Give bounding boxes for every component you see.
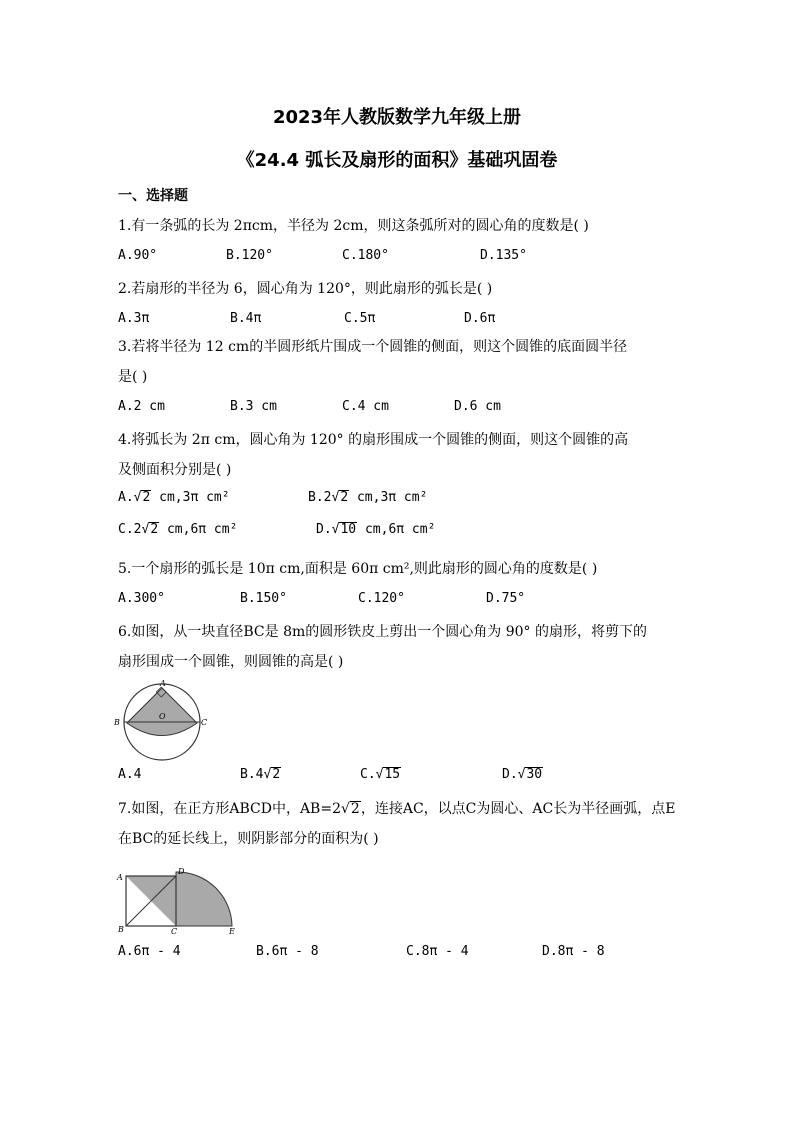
- q7-label-c: C: [171, 927, 178, 936]
- q4-option-d: D.√10 cm,6π cm²: [316, 522, 436, 537]
- q6-label-c: C: [201, 718, 208, 727]
- document-subtitle: 《24.4 弧长及扇形的面积》基础巩固卷: [236, 150, 558, 171]
- q6-option-a: A.4: [118, 767, 142, 782]
- q5-option-d: D.75°: [486, 591, 526, 606]
- q6-figure: [112, 678, 212, 762]
- question-6-line-1: 6.如图，从一块直径BC是 8m的圆形铁皮上剪出一个圆心角为 90° 的扇形，将剪下的: [118, 624, 647, 640]
- question-1: 1.有一条弧的长为 2πcm，半径为 2cm，则这条弧所对的圆心角的度数是( ): [118, 218, 589, 234]
- q2-option-d: D.6π: [464, 311, 496, 326]
- q1-option-d: D.135°: [480, 248, 527, 263]
- q7-option-a: A.6π - 4: [118, 944, 181, 959]
- q4-option-a: A.√2 cm,3π cm²: [118, 490, 230, 505]
- q7-label-e: E: [229, 927, 235, 936]
- q1-option-a: A.90°: [118, 248, 158, 263]
- q2-option-a: A.3π: [118, 311, 150, 326]
- q7-option-b: B.6π - 8: [256, 944, 319, 959]
- question-7-line-2: 在BC的延长线上，则阴影部分的面积为( ): [118, 831, 379, 847]
- q3-option-c: C.4 cm: [342, 399, 389, 414]
- q7-figure: [112, 862, 242, 936]
- question-2: 2.若扇形的半径为 6，圆心角为 120°，则此扇形的弧长是( ): [118, 281, 493, 297]
- q3-option-a: A.2 cm: [118, 399, 165, 414]
- q5-option-a: A.300°: [118, 591, 165, 606]
- section-heading: 一、选择题: [118, 188, 188, 204]
- q4-option-b: B.2√2 cm,3π cm²: [308, 490, 428, 505]
- q5-option-b: B.150°: [240, 591, 287, 606]
- question-3-line-2: 是( ): [118, 369, 148, 385]
- question-6-line-2: 扇形围成一个圆锥，则圆锥的高是( ): [118, 654, 344, 670]
- question-4-line-1: 4.将弧长为 2π cm，圆心角为 120° 的扇形围成一个圆锥的侧面，则这个圆锥的高: [118, 432, 629, 448]
- question-3-line-1: 3.若将半径为 12 cm的半圆形纸片围成一个圆锥的侧面，则这个圆锥的底面圆半径: [118, 339, 628, 355]
- q7-option-c: C.8π - 4: [406, 944, 469, 959]
- q5-option-c: C.120°: [358, 591, 405, 606]
- q6-option-c: C.√15: [360, 767, 401, 782]
- q2-option-b: B.4π: [230, 311, 262, 326]
- q7-label-b: B: [118, 925, 124, 934]
- q2-option-c: C.5π: [344, 311, 376, 326]
- q1-option-b: B.120°: [226, 248, 273, 263]
- q7-shaded-sector: [176, 872, 232, 926]
- q6-option-b: B.4√2: [240, 767, 281, 782]
- q6-label-b: B: [114, 718, 120, 727]
- q3-option-b: B.3 cm: [230, 399, 277, 414]
- question-4-line-2: 及侧面积分别是( ): [118, 462, 232, 478]
- q1-option-c: C.180°: [342, 248, 389, 263]
- q6-label-o: O: [159, 712, 166, 721]
- q6-option-d: D.√30: [502, 767, 543, 782]
- q3-option-d: D.6 cm: [454, 399, 501, 414]
- q7-label-d: D: [178, 867, 185, 876]
- q4-option-c: C.2√2 cm,6π cm²: [118, 522, 238, 537]
- document-title: 2023年人教版数学九年级上册: [272, 107, 522, 128]
- q6-label-a: A: [160, 679, 166, 688]
- q7-option-d: D.8π - 8: [542, 944, 605, 959]
- question-5: 5.一个扇形的弧长是 10π cm,面积是 60π cm²,则此扇形的圆心角的度数是( ): [118, 561, 598, 577]
- question-7-line-1: 7.如图，在正方形ABCD中，AB=2√2，连接AC，以点C为圆心、AC长为半径画弧，点E: [118, 801, 676, 817]
- q7-label-a: A: [117, 873, 123, 882]
